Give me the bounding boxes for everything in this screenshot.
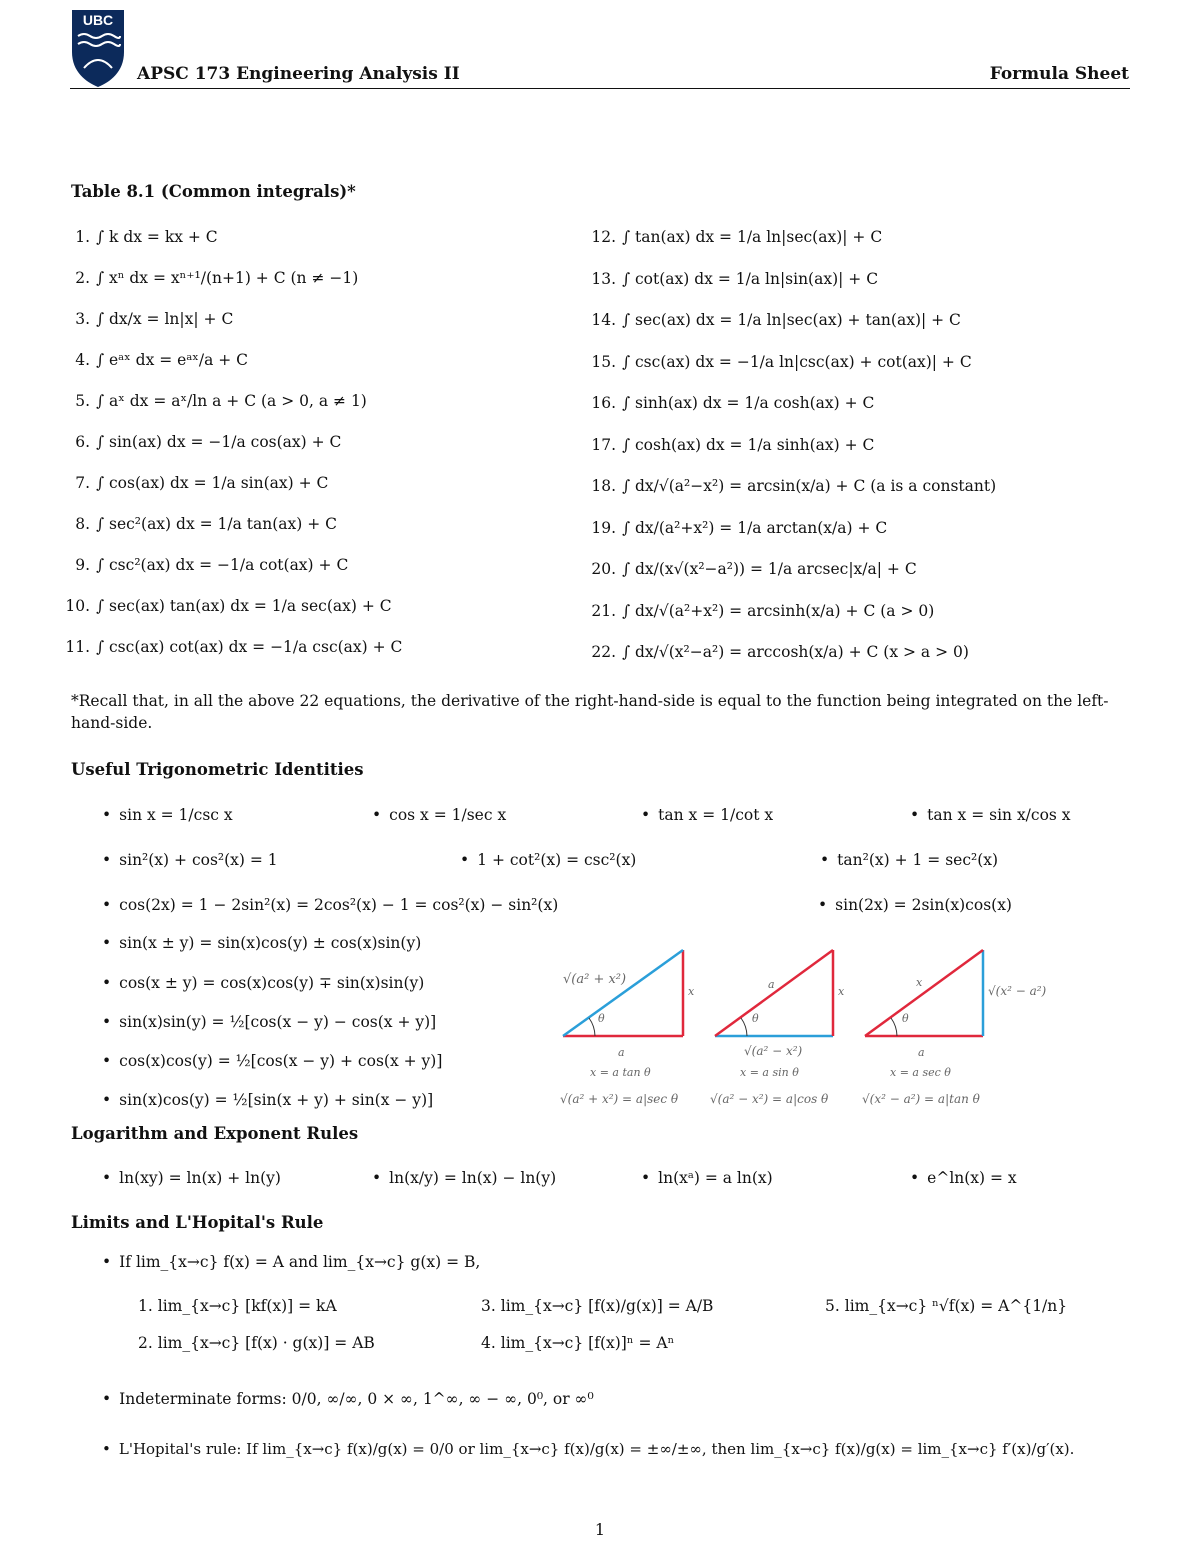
integral-expression: ∫ dx/√(a²+x²) = arcsinh(x/a) + C (a > 0) [622,601,935,620]
triangle-2-hypotenuse [715,950,833,1036]
integral-expression: ∫ cos(ax) dx = 1/a sin(ax) + C [96,474,329,492]
trig-identity: • cos(x ± y) = cos(x)cos(y) ∓ sin(x)sin(y) [102,974,424,992]
triangle-3-base-label: a [918,1046,925,1059]
integral-expression: ∫ dx/(a²+x²) = 1/a arctan(x/a) + C [622,518,888,537]
integral-formula [586,477,996,495]
integral-number: 19. [591,518,616,537]
ubc-logo [70,8,126,88]
integral-formula [60,351,248,369]
indeterminate-forms: • Indeterminate forms: 0/0, ∞/∞, 0 × ∞, 1^∞, ∞ − ∞, 0⁰, or ∞⁰ [102,1390,594,1408]
integral-expression: ∫ eᵃˣ dx = eᵃˣ/a + C [96,351,249,369]
integral-formula [586,311,961,329]
integrals-note: *Recall that, in all the above 22 equations, the derivative of the right-hand-side is equal to the function being integrated on the left-hand-side. [71,692,1109,732]
log-rule: • ln(xy) = ln(x) + ln(y) [102,1169,281,1187]
limit-rule-4: 4. lim_{x→c} [f(x)]ⁿ = Aⁿ [481,1334,675,1352]
triangle-2-hyp-label: a [768,978,775,991]
integral-formula [586,228,882,246]
integral-number: 21. [591,601,616,620]
trig-identity: • sin(x ± y) = sin(x)cos(y) ± cos(x)sin(y) [102,934,421,952]
integral-expression: ∫ csc²(ax) dx = −1/a cot(ax) + C [96,556,349,574]
trig-identity: • sin(x)cos(y) = ½[sin(x + y) + sin(x − y)] [102,1091,433,1109]
integral-formula [586,602,934,620]
integral-number: 3. [75,310,90,328]
integral-number: 9. [75,556,90,574]
trig-identity: • 1 + cot²(x) = csc²(x) [460,851,636,869]
triangle-3-theta: θ [902,1012,909,1025]
limit-rule-1: 1. lim_{x→c} [kf(x)] = kA [138,1297,337,1315]
integral-number: 8. [75,515,90,533]
trig-identity: • cos x = 1/sec x [372,806,506,824]
integral-expression: ∫ dx/(x√(x²−a²)) = 1/a arcsec|x/a| + C [622,560,917,578]
integral-number: 11. [65,638,90,656]
trig-identity: • sin(x)sin(y) = ½[cos(x − y) − cos(x + y)] [102,1013,436,1031]
triangle-2-sub2: √(a² − x²) = a|cos θ [710,1092,829,1106]
triangle-3-vert-label: √(x² − a²) [988,984,1047,998]
integral-expression: ∫ dx/√(a²−x²) = arcsin(x/a) + C (a is a constant) [622,477,997,495]
page-number: 1 [594,1520,606,1539]
integral-number: 2. [75,269,90,287]
integral-number: 20. [591,560,616,578]
integral-expression: ∫ sin(ax) dx = −1/a cos(ax) + C [96,433,342,451]
limits-intro: • If lim_{x→c} f(x) = A and lim_{x→c} g(x) = B, [102,1253,480,1271]
integral-number: 22. [591,643,616,661]
limits-heading: Limits and L'Hopital's Rule [71,1213,324,1232]
trig-identity: • sin²(x) + cos²(x) = 1 [102,851,278,869]
integral-expression: ∫ cot(ax) dx = 1/a ln|sin(ax)| + C [622,269,879,288]
triangle-1-theta: θ [598,1012,605,1025]
integral-formula [60,556,348,574]
triangle-1-hyp-label: √(a² + x²) [563,972,627,987]
integral-formula [586,394,874,412]
triangle-3-hyp-label: x [916,976,923,989]
integral-number: 18. [591,477,616,495]
triangle-2-vert-label: x [838,985,845,998]
integral-formula [60,474,328,492]
integral-formula [60,638,402,656]
trig-heading: Useful Trigonometric Identities [71,760,364,779]
integral-formula [586,353,972,371]
integral-formula [60,433,341,451]
log-rule: • e^ln(x) = x [910,1169,1017,1187]
header-rule [70,88,1130,89]
integral-formula [60,228,218,246]
integral-expression: ∫ cosh(ax) dx = 1/a sinh(ax) + C [622,435,875,454]
integral-formula [586,519,887,537]
integral-expression: ∫ dx/√(x²−a²) = arccosh(x/a) + C (x > a > 0) [622,643,969,661]
triangle-1-vert-label: x [688,985,695,998]
integral-number: 10. [65,597,90,615]
integral-number: 6. [75,433,90,451]
integral-number: 16. [591,394,616,412]
lhopital-rule: • L'Hopital's rule: If lim_{x→c} f(x)/g(x) = 0/0 or lim_{x→c} f(x)/g(x) = ±∞/±∞, then lim_{x→c} f(x)/g(x) = lim_{x→c} f′(x)/g′(x). [102,1440,1074,1458]
course-title: APSC 173 Engineering Analysis II [137,64,460,84]
integral-number: 5. [75,392,90,410]
integral-expression: ∫ dx/x = ln|x| + C [96,310,234,328]
trig-identity: • tan²(x) + 1 = sec²(x) [820,851,998,869]
integral-formula [60,392,367,410]
triangle-2-base-label: √(a² − x²) [744,1044,803,1058]
integral-formula [586,560,917,578]
triangle-1-hypotenuse [563,950,683,1036]
triangle-2-sub: x = a sin θ [740,1066,799,1079]
trig-identity: • tan x = sin x/cos x [910,806,1071,824]
integrals-heading: Table 8.1 (Common integrals)* [71,182,356,201]
trig-identity: • tan x = 1/cot x [641,806,773,824]
integral-expression: ∫ aˣ dx = aˣ/ln a + C (a > 0, a ≠ 1) [96,392,367,410]
integral-formula [60,310,233,328]
integral-expression: ∫ csc(ax) cot(ax) dx = −1/a csc(ax) + C [96,638,403,656]
integral-formula [60,515,337,533]
trig-identity: • cos(x)cos(y) = ½[cos(x − y) + cos(x + y)] [102,1052,442,1070]
integral-number: 13. [591,269,616,288]
integral-number: 12. [591,228,616,246]
integral-formula [586,270,878,288]
integral-expression: ∫ k dx = kx + C [96,228,218,246]
trig-identity: • sin(2x) = 2sin(x)cos(x) [818,896,1012,914]
integral-expression: ∫ sec(ax) tan(ax) dx = 1/a sec(ax) + C [96,597,392,615]
integral-expression: ∫ tan(ax) dx = 1/a ln|sec(ax)| + C [622,228,883,246]
integral-number: 4. [75,351,90,369]
log-heading: Logarithm and Exponent Rules [71,1124,359,1143]
integral-formula [586,436,874,454]
trig-substitution-triangles [555,940,1055,1040]
triangle-3-hypotenuse [865,950,983,1036]
integral-expression: ∫ sec(ax) dx = 1/a ln|sec(ax) + tan(ax)| + C [622,311,961,329]
integral-number: 14. [591,311,616,329]
triangle-2-theta: θ [752,1012,759,1025]
integral-number: 7. [75,474,90,492]
limit-rule-3: 3. lim_{x→c} [f(x)/g(x)] = A/B [481,1297,714,1315]
limit-rule-2: 2. lim_{x→c} [f(x) · g(x)] = AB [138,1334,375,1352]
integral-expression: ∫ sinh(ax) dx = 1/a cosh(ax) + C [622,394,875,412]
triangle-1-base-label: a [618,1046,625,1059]
log-rule: • ln(x/y) = ln(x) − ln(y) [372,1169,556,1187]
triangle-3-sub2: √(x² − a²) = a|tan θ [862,1092,980,1106]
integral-formula [60,269,358,287]
trig-identity: • cos(2x) = 1 − 2sin²(x) = 2cos²(x) − 1 = cos²(x) − sin²(x) [102,896,558,914]
integral-expression: ∫ xⁿ dx = xⁿ⁺¹/(n+1) + C (n ≠ −1) [96,269,359,287]
integral-number: 1. [75,228,90,246]
triangle-1-sub2: √(a² + x²) = a|sec θ [560,1092,679,1106]
integral-number: 15. [591,352,616,371]
log-rule: • ln(xᵃ) = a ln(x) [641,1169,773,1187]
integral-formula [60,597,392,615]
triangle-1-sub: x = a tan θ [590,1066,651,1079]
triangle-3-sub: x = a sec θ [890,1066,951,1079]
integral-number: 17. [591,435,616,454]
integral-expression: ∫ csc(ax) dx = −1/a ln|csc(ax) + cot(ax)| + C [622,352,972,371]
trig-identity: • sin x = 1/csc x [102,806,233,824]
integral-expression: ∫ sec²(ax) dx = 1/a tan(ax) + C [96,515,338,533]
logo-text: UBC [82,12,114,28]
integral-formula [586,643,969,661]
limit-rule-5: 5. lim_{x→c} ⁿ√f(x) = A^{1/n} [825,1297,1068,1315]
doc-type: Formula Sheet [989,64,1129,84]
